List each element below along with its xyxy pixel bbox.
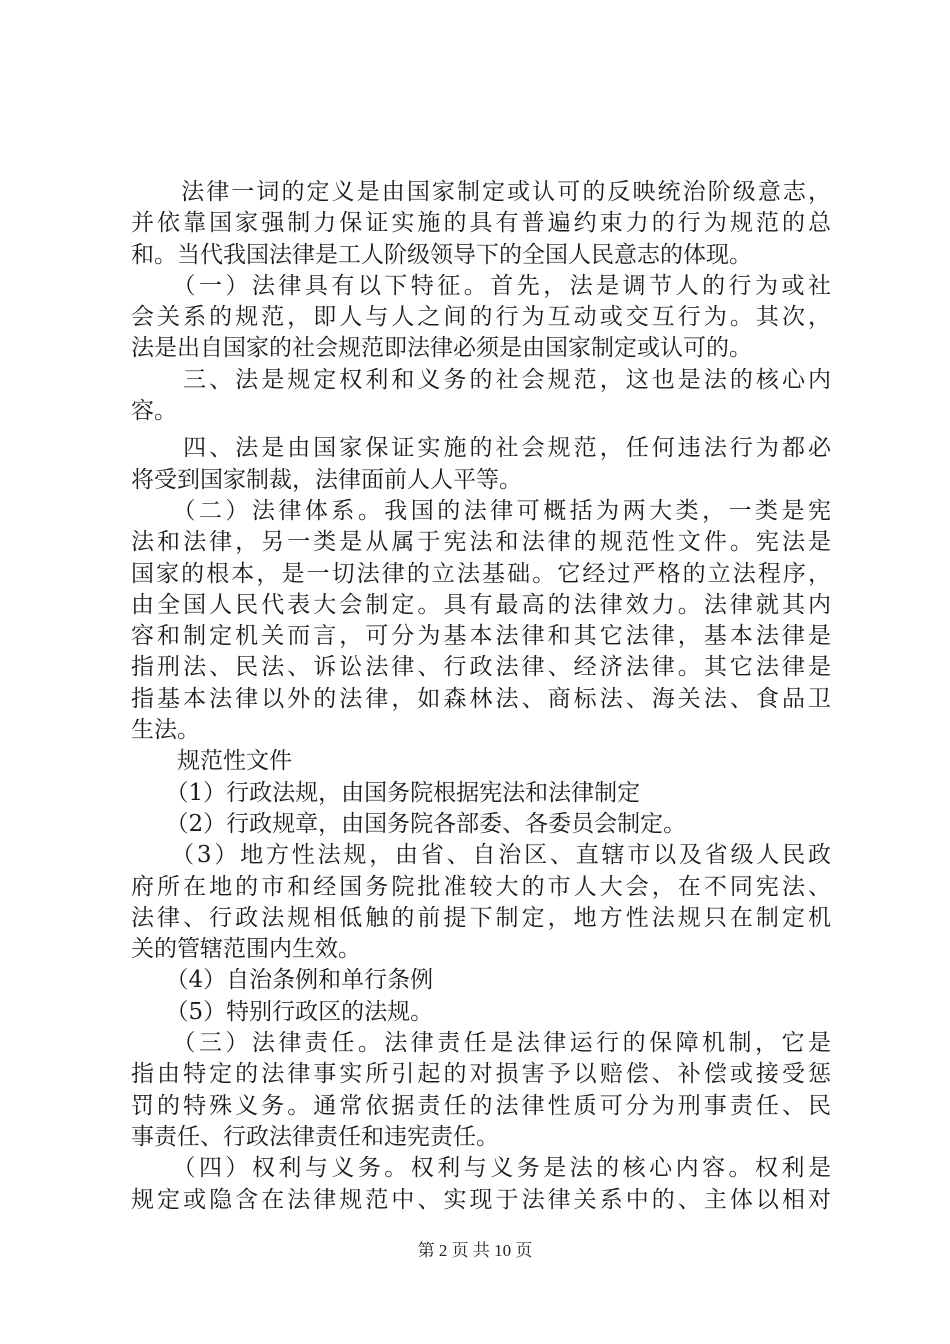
text-line: （四）权利与义务。权利与义务是法的核心内容。权利是 (131, 1155, 831, 1182)
text-line: （4）自治条例和单行条例 (131, 967, 434, 994)
text-line: 由全国人民代表大会制定。具有最高的法律效力。法律就其内 (131, 591, 831, 618)
text-line: （2）行政规章，由国务院各部委、各委员会制定。 (131, 810, 687, 837)
text-line: （一）法律具有以下特征。首先，法是调节人的行为或社 (131, 272, 831, 299)
document-body (131, 177, 831, 1216)
text-line: 关的管辖范围内生效。 (131, 936, 361, 963)
text-line: 国家的根本，是一切法律的立法基础。它经过严格的立法程序， (131, 560, 831, 587)
text-line: 指由特定的法律事实所引起的对损害予以赔偿、补偿或接受惩 (131, 1061, 831, 1088)
text-line: 生法。 (131, 717, 200, 744)
text-line: 规范性文件 (131, 748, 292, 775)
text-line: 法律一词的定义是由国家制定或认可的反映统治阶级意志， (131, 179, 831, 205)
text-line: 将受到国家制裁，法律面前人人平等。 (131, 466, 522, 493)
text-line: （三）法律责任。法律责任是法律运行的保障机制，它是 (131, 1030, 831, 1057)
text-line: 四、法是由国家保证实施的社会规范，任何违法行为都必 (131, 435, 831, 462)
text-line: 并依靠国家强制力保证实施的具有普遍约束力的行为规范的总 (131, 210, 831, 237)
text-line: 法律、行政法规相低触的前提下制定，地方性法规只在制定机 (131, 904, 831, 931)
text-line: 法和法律，另一类是从属于宪法和法律的规范性文件。宪法是 (131, 529, 831, 556)
text-line: 事责任、行政法律责任和违宪责任。 (131, 1123, 499, 1150)
text-line: 规定或隐含在法律规范中、实现于法律关系中的、主体以相对 (131, 1186, 831, 1213)
text-line: 三、法是规定权利和义务的社会规范，这也是法的核心内 (131, 366, 831, 393)
page-footer (0, 1236, 950, 1261)
text-line: 法是出自国家的社会规范即法律必须是由国家制定或认可的。 (131, 335, 752, 362)
page-number: 第 2 页 共 10 页 (417, 1241, 533, 1260)
text-line: 指刑法、民法、诉讼法律、行政法律、经济法律。其它法律是 (131, 654, 831, 681)
text-line: （二）法律体系。我国的法律可概括为两大类，一类是宪 (131, 497, 831, 524)
text-line: 容和制定机关而言，可分为基本法律和其它法律，基本法律是 (131, 623, 831, 650)
text-line: 和。当代我国法律是工人阶级领导下的全国人民意志的体现。 (131, 241, 752, 268)
text-line: （3）地方性法规，由省、自治区、直辖市以及省级人民政 (131, 842, 831, 869)
text-line: 指基本法律以外的法律，如森林法、商标法、海关法、食品卫 (131, 685, 831, 712)
text-line: （5）特别行政区的法规。 (131, 998, 434, 1025)
text-line: 府所在地的市和经国务院批准较大的市人大会，在不同宪法、 (131, 873, 831, 900)
text-line: 会关系的规范，即人与人之间的行为互动或交互行为。其次， (131, 304, 831, 331)
text-line: 容。 (131, 398, 177, 425)
text-line: （1）行政法规，由国务院根据宪法和法律制定 (131, 779, 641, 806)
text-line: 罚的特殊义务。通常依据责任的法律性质可分为刑事责任、民 (131, 1092, 831, 1119)
